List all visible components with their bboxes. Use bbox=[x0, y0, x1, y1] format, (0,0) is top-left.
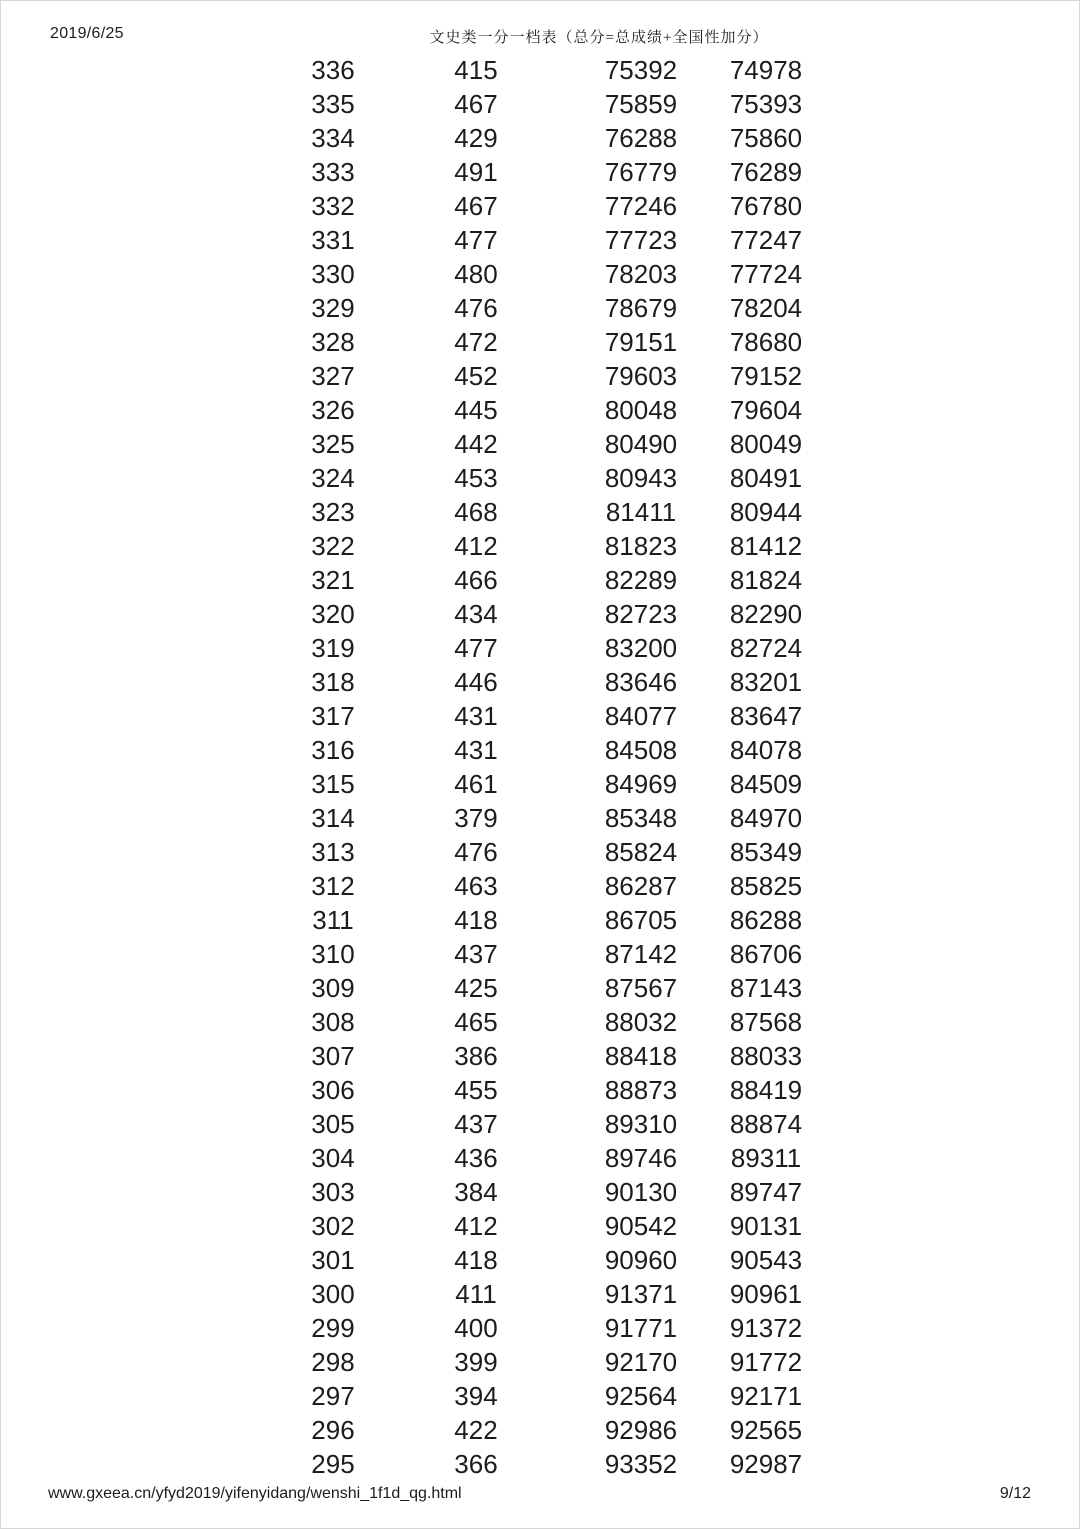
cumulative-cell: 91771 bbox=[604, 1313, 678, 1343]
score-cell: 314 bbox=[311, 803, 355, 833]
cumulative-cell: 80490 bbox=[604, 429, 678, 459]
score-cell: 302 bbox=[311, 1211, 355, 1241]
cumulative-cell: 92986 bbox=[604, 1415, 678, 1445]
score-cell: 332 bbox=[311, 191, 355, 221]
score-cell: 301 bbox=[311, 1245, 355, 1275]
cumulative-cell: 85348 bbox=[604, 803, 678, 833]
cumulative-cell: 84508 bbox=[604, 735, 678, 765]
table-row bbox=[1, 1039, 1079, 1073]
table-row bbox=[1, 121, 1079, 155]
rank-start-cell: 79152 bbox=[729, 361, 803, 391]
table-row bbox=[1, 461, 1079, 495]
cumulative-cell: 90130 bbox=[604, 1177, 678, 1207]
count-cell: 476 bbox=[454, 837, 498, 867]
rank-start-cell: 87568 bbox=[729, 1007, 803, 1037]
count-cell: 394 bbox=[454, 1381, 498, 1411]
cumulative-cell: 88418 bbox=[604, 1041, 678, 1071]
table-row bbox=[1, 903, 1079, 937]
score-cell: 304 bbox=[311, 1143, 355, 1173]
count-cell: 431 bbox=[454, 701, 498, 731]
score-cell: 318 bbox=[311, 667, 355, 697]
rank-start-cell: 92171 bbox=[729, 1381, 803, 1411]
count-cell: 445 bbox=[454, 395, 498, 425]
count-cell: 477 bbox=[454, 633, 498, 663]
rank-start-cell: 82724 bbox=[729, 633, 803, 663]
rank-start-cell: 84970 bbox=[729, 803, 803, 833]
count-cell: 434 bbox=[454, 599, 498, 629]
count-cell: 429 bbox=[454, 123, 498, 153]
score-cell: 324 bbox=[311, 463, 355, 493]
page-title: 文史类一分一档表（总分=总成绩+全国性加分） bbox=[429, 30, 769, 46]
table-row bbox=[1, 189, 1079, 223]
rank-start-cell: 88033 bbox=[729, 1041, 803, 1071]
score-cell: 300 bbox=[311, 1279, 355, 1309]
score-cell: 333 bbox=[311, 157, 355, 187]
rank-start-cell: 74978 bbox=[729, 55, 803, 85]
cumulative-cell: 77723 bbox=[604, 225, 678, 255]
score-table-body bbox=[1, 53, 1079, 1481]
table-row bbox=[1, 563, 1079, 597]
count-cell: 463 bbox=[454, 871, 498, 901]
cumulative-cell: 75392 bbox=[604, 55, 678, 85]
score-cell: 322 bbox=[311, 531, 355, 561]
table-row bbox=[1, 393, 1079, 427]
rank-start-cell: 91772 bbox=[729, 1347, 803, 1377]
score-cell: 335 bbox=[311, 89, 355, 119]
count-cell: 466 bbox=[454, 565, 498, 595]
count-cell: 400 bbox=[454, 1313, 498, 1343]
rank-start-cell: 80944 bbox=[729, 497, 803, 527]
score-cell: 321 bbox=[311, 565, 355, 595]
source-url: www.gxeea.cn/yfyd2019/yifenyidang/wenshi_1f1d_qg.html bbox=[48, 1485, 462, 1502]
cumulative-cell: 90960 bbox=[604, 1245, 678, 1275]
cumulative-cell: 80048 bbox=[604, 395, 678, 425]
count-cell: 468 bbox=[454, 497, 498, 527]
count-cell: 386 bbox=[454, 1041, 498, 1071]
cumulative-cell: 76779 bbox=[604, 157, 678, 187]
rank-start-cell: 78204 bbox=[729, 293, 803, 323]
count-cell: 461 bbox=[454, 769, 498, 799]
table-row bbox=[1, 1209, 1079, 1243]
table-row bbox=[1, 1311, 1079, 1345]
count-cell: 467 bbox=[454, 89, 498, 119]
table-row bbox=[1, 155, 1079, 189]
table-row bbox=[1, 1345, 1079, 1379]
rank-start-cell: 78680 bbox=[729, 327, 803, 357]
count-cell: 415 bbox=[454, 55, 498, 85]
table-row bbox=[1, 971, 1079, 1005]
score-cell: 330 bbox=[311, 259, 355, 289]
count-cell: 412 bbox=[454, 531, 498, 561]
rank-start-cell: 86288 bbox=[729, 905, 803, 935]
rank-start-cell: 77247 bbox=[729, 225, 803, 255]
table-row bbox=[1, 87, 1079, 121]
rank-start-cell: 75860 bbox=[729, 123, 803, 153]
count-cell: 465 bbox=[454, 1007, 498, 1037]
score-cell: 336 bbox=[311, 55, 355, 85]
page-number: 9/12 bbox=[999, 1485, 1031, 1502]
count-cell: 442 bbox=[454, 429, 498, 459]
table-row bbox=[1, 733, 1079, 767]
rank-start-cell: 88419 bbox=[729, 1075, 803, 1105]
score-cell: 299 bbox=[311, 1313, 355, 1343]
table-row bbox=[1, 835, 1079, 869]
cumulative-cell: 92564 bbox=[604, 1381, 678, 1411]
count-cell: 476 bbox=[454, 293, 498, 323]
rank-start-cell: 85825 bbox=[729, 871, 803, 901]
score-table bbox=[1, 53, 1079, 1481]
table-row bbox=[1, 223, 1079, 257]
table-row bbox=[1, 1107, 1079, 1141]
rank-start-cell: 77724 bbox=[729, 259, 803, 289]
cumulative-cell: 78203 bbox=[604, 259, 678, 289]
table-row bbox=[1, 869, 1079, 903]
score-cell: 320 bbox=[311, 599, 355, 629]
count-cell: 446 bbox=[454, 667, 498, 697]
table-row bbox=[1, 53, 1079, 87]
count-cell: 480 bbox=[454, 259, 498, 289]
table-row bbox=[1, 1379, 1079, 1413]
rank-start-cell: 80491 bbox=[729, 463, 803, 493]
score-cell: 296 bbox=[311, 1415, 355, 1445]
table-row bbox=[1, 1175, 1079, 1209]
score-cell: 316 bbox=[311, 735, 355, 765]
cumulative-cell: 87142 bbox=[604, 939, 678, 969]
count-cell: 411 bbox=[455, 1279, 497, 1309]
score-cell: 309 bbox=[311, 973, 355, 1003]
rank-start-cell: 84509 bbox=[729, 769, 803, 799]
cumulative-cell: 91371 bbox=[604, 1279, 678, 1309]
table-row bbox=[1, 1073, 1079, 1107]
cumulative-cell: 81823 bbox=[604, 531, 678, 561]
rank-start-cell: 79604 bbox=[729, 395, 803, 425]
table-row bbox=[1, 529, 1079, 563]
rank-start-cell: 89747 bbox=[729, 1177, 803, 1207]
score-cell: 307 bbox=[311, 1041, 355, 1071]
rank-start-cell: 76289 bbox=[729, 157, 803, 187]
table-row bbox=[1, 1413, 1079, 1447]
count-cell: 425 bbox=[454, 973, 498, 1003]
score-cell: 334 bbox=[311, 123, 355, 153]
table-row bbox=[1, 291, 1079, 325]
cumulative-cell: 82723 bbox=[604, 599, 678, 629]
rank-start-cell: 84078 bbox=[729, 735, 803, 765]
cumulative-cell: 75859 bbox=[604, 89, 678, 119]
count-cell: 412 bbox=[454, 1211, 498, 1241]
table-row bbox=[1, 767, 1079, 801]
count-cell: 366 bbox=[454, 1449, 498, 1479]
rank-start-cell: 87143 bbox=[729, 973, 803, 1003]
cumulative-cell: 79151 bbox=[604, 327, 678, 357]
cumulative-cell: 93352 bbox=[604, 1449, 678, 1479]
score-cell: 295 bbox=[311, 1449, 355, 1479]
cumulative-cell: 87567 bbox=[604, 973, 678, 1003]
cumulative-cell: 88032 bbox=[604, 1007, 678, 1037]
table-row bbox=[1, 631, 1079, 665]
table-row bbox=[1, 325, 1079, 359]
rank-start-cell: 92987 bbox=[729, 1449, 803, 1479]
count-cell: 472 bbox=[454, 327, 498, 357]
score-cell: 310 bbox=[311, 939, 355, 969]
score-cell: 331 bbox=[311, 225, 355, 255]
cumulative-cell: 84077 bbox=[604, 701, 678, 731]
count-cell: 422 bbox=[454, 1415, 498, 1445]
cumulative-cell: 79603 bbox=[604, 361, 678, 391]
rank-start-cell: 81824 bbox=[729, 565, 803, 595]
count-cell: 467 bbox=[454, 191, 498, 221]
table-row bbox=[1, 359, 1079, 393]
rank-start-cell: 91372 bbox=[729, 1313, 803, 1343]
cumulative-cell: 83646 bbox=[604, 667, 678, 697]
count-cell: 436 bbox=[454, 1143, 498, 1173]
rank-start-cell: 90131 bbox=[729, 1211, 803, 1241]
score-cell: 327 bbox=[311, 361, 355, 391]
table-row bbox=[1, 495, 1079, 529]
score-cell: 303 bbox=[311, 1177, 355, 1207]
score-cell: 326 bbox=[311, 395, 355, 425]
count-cell: 384 bbox=[454, 1177, 498, 1207]
rank-start-cell: 76780 bbox=[729, 191, 803, 221]
count-cell: 455 bbox=[454, 1075, 498, 1105]
count-cell: 453 bbox=[454, 463, 498, 493]
table-row bbox=[1, 597, 1079, 631]
cumulative-cell: 78679 bbox=[604, 293, 678, 323]
score-cell: 308 bbox=[311, 1007, 355, 1037]
print-date: 2019/6/25 bbox=[50, 25, 124, 42]
score-cell: 311 bbox=[312, 905, 354, 935]
rank-start-cell: 92565 bbox=[729, 1415, 803, 1445]
score-cell: 323 bbox=[311, 497, 355, 527]
cumulative-cell: 82289 bbox=[604, 565, 678, 595]
table-row bbox=[1, 257, 1079, 291]
rank-start-cell: 83201 bbox=[729, 667, 803, 697]
cumulative-cell: 89746 bbox=[604, 1143, 678, 1173]
count-cell: 477 bbox=[454, 225, 498, 255]
rank-start-cell: 85349 bbox=[729, 837, 803, 867]
rank-start-cell: 88874 bbox=[729, 1109, 803, 1139]
score-cell: 305 bbox=[311, 1109, 355, 1139]
table-row bbox=[1, 699, 1079, 733]
score-cell: 319 bbox=[311, 633, 355, 663]
table-row bbox=[1, 801, 1079, 835]
table-row bbox=[1, 1447, 1079, 1481]
score-cell: 325 bbox=[311, 429, 355, 459]
cumulative-cell: 89310 bbox=[604, 1109, 678, 1139]
score-cell: 315 bbox=[311, 769, 355, 799]
cumulative-cell: 90542 bbox=[604, 1211, 678, 1241]
cumulative-cell: 81411 bbox=[605, 497, 677, 527]
score-cell: 298 bbox=[311, 1347, 355, 1377]
score-cell: 329 bbox=[311, 293, 355, 323]
score-cell: 312 bbox=[311, 871, 355, 901]
score-cell: 328 bbox=[311, 327, 355, 357]
count-cell: 437 bbox=[454, 939, 498, 969]
rank-start-cell: 90961 bbox=[729, 1279, 803, 1309]
cumulative-cell: 85824 bbox=[604, 837, 678, 867]
rank-start-cell: 90543 bbox=[729, 1245, 803, 1275]
table-row bbox=[1, 1243, 1079, 1277]
cumulative-cell: 84969 bbox=[604, 769, 678, 799]
table-row bbox=[1, 427, 1079, 461]
cumulative-cell: 80943 bbox=[604, 463, 678, 493]
table-row bbox=[1, 665, 1079, 699]
score-cell: 317 bbox=[311, 701, 355, 731]
cumulative-cell: 88873 bbox=[604, 1075, 678, 1105]
table-row bbox=[1, 1277, 1079, 1311]
rank-start-cell: 81412 bbox=[729, 531, 803, 561]
count-cell: 418 bbox=[454, 1245, 498, 1275]
count-cell: 379 bbox=[454, 803, 498, 833]
table-row bbox=[1, 1005, 1079, 1039]
cumulative-cell: 76288 bbox=[604, 123, 678, 153]
cumulative-cell: 86287 bbox=[604, 871, 678, 901]
table-row bbox=[1, 1141, 1079, 1175]
cumulative-cell: 92170 bbox=[604, 1347, 678, 1377]
cumulative-cell: 77246 bbox=[604, 191, 678, 221]
score-cell: 297 bbox=[311, 1381, 355, 1411]
rank-start-cell: 80049 bbox=[729, 429, 803, 459]
rank-start-cell: 82290 bbox=[729, 599, 803, 629]
rank-start-cell: 86706 bbox=[729, 939, 803, 969]
score-cell: 306 bbox=[311, 1075, 355, 1105]
rank-start-cell: 75393 bbox=[729, 89, 803, 119]
table-row bbox=[1, 937, 1079, 971]
cumulative-cell: 86705 bbox=[604, 905, 678, 935]
count-cell: 431 bbox=[454, 735, 498, 765]
rank-start-cell: 83647 bbox=[729, 701, 803, 731]
score-cell: 313 bbox=[311, 837, 355, 867]
count-cell: 437 bbox=[454, 1109, 498, 1139]
rank-start-cell: 89311 bbox=[730, 1143, 802, 1173]
count-cell: 452 bbox=[454, 361, 498, 391]
count-cell: 399 bbox=[454, 1347, 498, 1377]
cumulative-cell: 83200 bbox=[604, 633, 678, 663]
count-cell: 491 bbox=[454, 157, 498, 187]
count-cell: 418 bbox=[454, 905, 498, 935]
